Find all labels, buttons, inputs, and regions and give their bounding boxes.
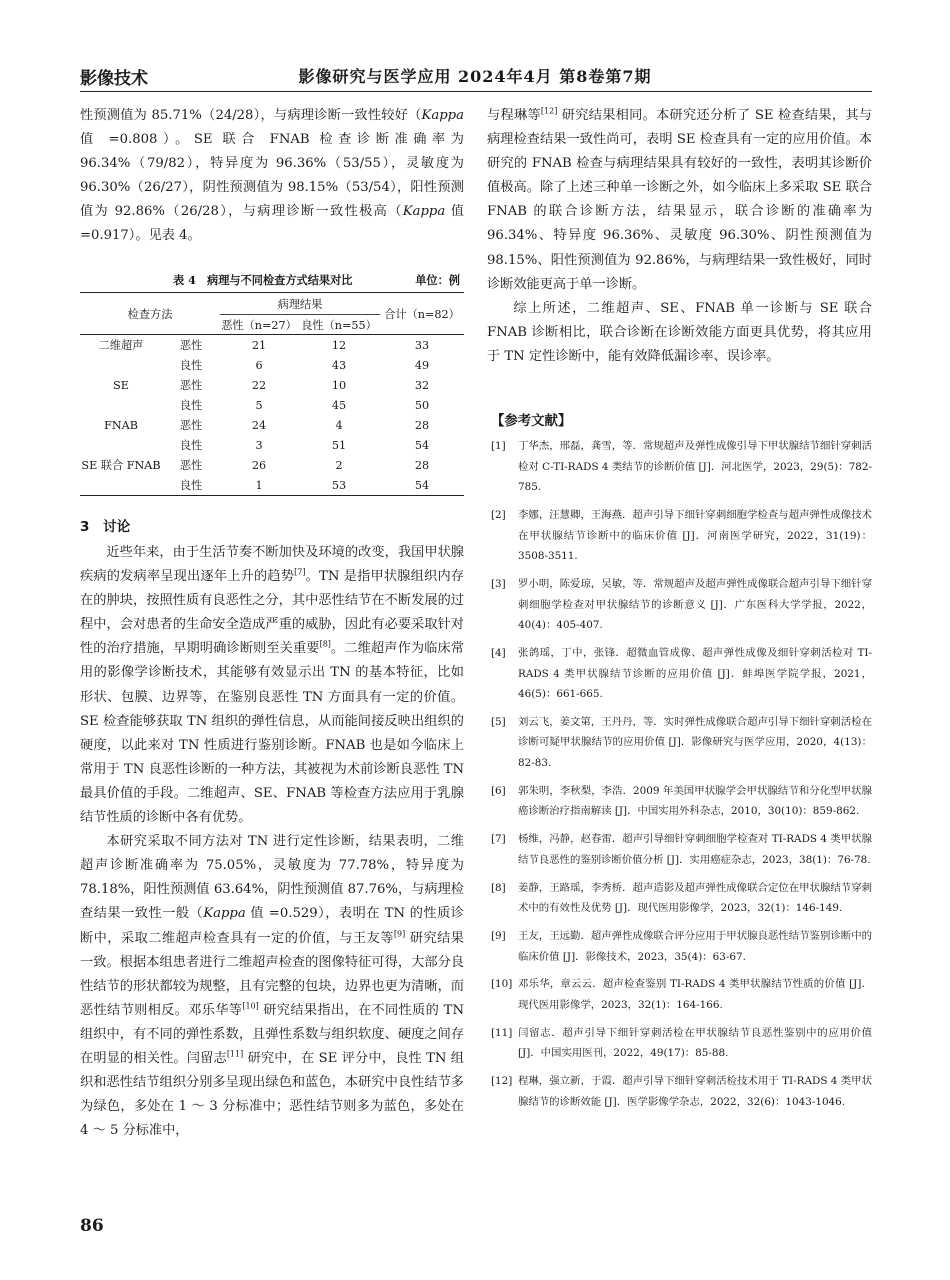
- reference-item: [491, 643, 872, 705]
- table-4: [80, 270, 464, 496]
- reference-number: [4]: [491, 646, 506, 659]
- reference-item: [491, 1023, 872, 1064]
- text-run: 。TN 是指甲状腺组织内存在的肿块，按照性质有良恶性之分，其中恶性结节在不断发展的过程中，会对患者的生命安全造成严重的威胁，因此有必要采取针对性的治疗措施，早期明确诊断则至关重要: [80, 569, 465, 657]
- right-column: [487, 104, 872, 369]
- total-cell: 33: [414, 338, 430, 352]
- discussion-paragraph-3: [487, 104, 872, 297]
- text-run: 值 =0.917）。见表 4。: [80, 204, 464, 244]
- result-cell: 恶性: [179, 379, 203, 392]
- citation-ref: [10]: [242, 1001, 259, 1011]
- text-run: 研究结果相同。本研究还分析了 SE 检查结果，其与病理检查结果一致性尚可，表明 SE 检查具有一定的应用价值。本研究的 FNAB 检查与病理结果具有较好的一致性，表明其诊断价值极高。除了上述三种单一诊断之外，如今临床上多采取 SE 联合 FNAB 的联合诊断方法，结果显示，联合诊断的准确率为 96.34%、特异度 96.36%、灵敏度 96.30%、阴性预测值为 98.15%、阳性预测值为 92.86%，与病理结果一致性极好，同时诊断效能更高于单一诊断。: [487, 108, 872, 292]
- col-header-pathology: 病理结果: [220, 293, 380, 315]
- reference-item: [491, 712, 872, 774]
- reference-number: [11]: [491, 1026, 513, 1039]
- citation-ref: [8]: [319, 639, 331, 649]
- discussion-paragraph-2: [80, 830, 464, 1143]
- text-run: 。二维超声作为临床常用的影像学诊断技术，其能够有效显示出 TN 的基本特征，比如形状、包膜、边界等，在鉴别良恶性 TN 方面具有一定的价值。SE 检查能够获取 TN 组织的弹性信息，从而能间接反映出组织的硬度，以此来对 TN 性质进行鉴别诊断。FNAB 也是如今临床上常用于 TN 良恶性诊断的一种方法，其被视为术前诊断良恶性 TN 最具价值的手段。二维超声、SE、FNAB 等检查方法应用于乳腺结节性质的诊断中各有优势。: [80, 641, 465, 826]
- header-section-label: 影像技术: [80, 69, 148, 89]
- results-paragraph: [80, 104, 464, 249]
- reference-item: [491, 1071, 872, 1112]
- reference-number: [10]: [491, 978, 513, 991]
- table-unit: 单位：例: [415, 273, 460, 287]
- page-number: 86: [80, 1216, 104, 1236]
- benign-count-cell: 2: [335, 458, 343, 472]
- reference-text: 丁华杰，邢磊，龚雪，等．常规超声及弹性成像引导下甲状腺结节细针穿刺活检对 C-TI-RADS 4 类结节的诊断价值 [J]．河北医学，2023，29(5)：782-785.: [518, 440, 872, 494]
- method-cell: [80, 395, 162, 415]
- header-journal-info: 影像研究与医学应用 2024年4月 第8卷第7期: [298, 67, 652, 86]
- references-list: [491, 436, 872, 1119]
- reference-item: [491, 926, 872, 967]
- text-run: 性预测值为 85.71%（24/28），与病理诊断一致性较好（: [80, 108, 422, 123]
- header-rule: [80, 91, 872, 92]
- malignant-count-cell: 22: [251, 378, 267, 392]
- table-row: [80, 415, 464, 435]
- reference-item: [491, 574, 872, 636]
- result-cell: 良性: [179, 399, 203, 412]
- table-row: [80, 455, 464, 475]
- total-cell: 28: [414, 458, 430, 472]
- malignant-count-cell: 5: [255, 398, 263, 412]
- result-cell: 良性: [179, 439, 203, 452]
- table-row: [80, 375, 464, 395]
- text-run: 近些年来，由于生活节奏不断加快及环境的改变，我国甲状腺疾病的发病率呈现出逐年上升的趋势: [80, 545, 464, 585]
- text-run: 研究结果一致。根据本组患者进行二维超声检查的图像特征可得，大部分良性结节的形状都较为规整，且有完整的包块，边界也更为清晰，而恶性结节则相反。邓乐华等: [80, 930, 464, 1018]
- text-run: 与程琳等: [487, 108, 541, 123]
- method-cell: [80, 435, 162, 455]
- reference-text: 王友，王远勤．超声弹性成像联合评分应用于甲状腺良恶性结节鉴别诊断中的临床价值 [J]．影像技术，2023，35(4)：63-67.: [518, 929, 872, 963]
- references-title: 【参考文献】: [491, 414, 572, 429]
- reference-number: [12]: [491, 1075, 513, 1088]
- malignant-count-cell: 1: [220, 475, 298, 496]
- discussion-paragraph-1: [80, 541, 464, 830]
- section-heading-discussion: 3 讨论: [80, 519, 131, 535]
- text-run: 值 =0.808）。SE 联合 FNAB 检查诊断准确率为 96.34%（79/82），特异度为 96.36%（53/55），灵敏度为 96.30%（26/27），阴性预测值为 98.15%（53/54），阳性预测值为 92.86%（26/28），与病理诊断一致性极高（: [80, 132, 464, 220]
- reference-text: 刘云飞，姜文第，王丹丹，等．实时弹性成像联合超声引导下细针穿刺活检在诊断可疑甲状腺结节的应用价值 [J]．影像研究与医学应用，2020，4(13)：82-83.: [518, 715, 872, 770]
- text-run: 研究结果指出，在不同性质的 TN 组织中，有不同的弹性系数，且弹性系数与组织软度、硬度之间存在明显的相关性。闫留志: [80, 1002, 465, 1066]
- citation-ref: [7]: [294, 567, 306, 577]
- table-title: 表 4 病理与不同检查方式结果对比: [173, 273, 353, 287]
- table-row: [80, 355, 464, 375]
- total-cell: 49: [414, 358, 430, 372]
- reference-text: 罗小明，陈爱琼，吴敏，等．常规超声及超声弹性成像联合超声引导下细针穿刺细胞学检查对甲状腺结节的诊断意义 [J]．广东医科大学学报，2022，40(4)：405-407.: [518, 577, 872, 632]
- reference-number: [9]: [491, 929, 506, 942]
- reference-text: 张鸽瑶，丁中，张锋．超微血管成像、超声弹性成像及细针穿刺活检对 TI-RADS 4 类甲状腺结节诊断的应用价值 [J]．蚌埠医学院学报，2021，46(5)：661-665.: [518, 646, 872, 701]
- reference-text: 杨维，冯静，赵春雷．超声引导细针穿刺细胞学检查对 TI-RADS 4 类甲状腺结节良恶性的鉴别诊断价值分析 [J]．实用癌症杂志，2023，38(1)：76-78.: [518, 833, 872, 866]
- reference-number: [5]: [491, 715, 506, 728]
- reference-item: [491, 436, 872, 498]
- reference-item: [491, 505, 872, 567]
- benign-count-cell: 51: [331, 438, 347, 452]
- result-cell: 良性: [179, 359, 203, 372]
- result-cell: 恶性: [179, 459, 203, 472]
- table-row: [80, 475, 464, 496]
- col-header-benign: 良性（n=55）: [298, 315, 380, 335]
- benign-count-cell: 45: [331, 398, 347, 412]
- total-cell: 54: [414, 438, 430, 452]
- malignant-count-cell: 21: [251, 338, 267, 352]
- method-cell: SE 联合 FNAB: [81, 459, 161, 472]
- text-run: 本研究采取不同方法对 TN 进行定性诊断，结果表明，二维超声诊断准确率为 75.05%，灵敏度为 77.78%，特异度为 78.18%，阳性预测值 63.64%，阴性预测值 87.76%，与病理检查结果一致性一般（: [80, 834, 464, 922]
- reference-number: [2]: [491, 508, 506, 521]
- reference-text: 闫留志．超声引导下细针穿刺活检在甲状腺结节良恶性鉴别中的应用价值 [J]．中国实用医刊，2022，49(17)：85-88.: [518, 1026, 872, 1060]
- method-cell: 二维超声: [98, 339, 144, 352]
- reference-item: [491, 878, 872, 919]
- total-cell: 54: [380, 475, 464, 496]
- reference-item: [491, 829, 872, 870]
- total-cell: 50: [414, 398, 430, 412]
- result-cell: 良性: [162, 475, 220, 496]
- reference-text: 程琳，强立新，于霞．超声引导下细针穿刺活检技术用于 TI-RADS 4 类甲状腺结节的诊断效能 [J]．医学影像学杂志，2022，32(6)：1043-1046.: [518, 1075, 872, 1108]
- benign-count-cell: 43: [331, 358, 347, 372]
- reference-number: [1]: [491, 440, 506, 452]
- citation-ref: [12]: [540, 106, 558, 116]
- reference-number: [8]: [491, 881, 506, 894]
- method-cell: FNAB: [104, 418, 138, 432]
- table-4-grid: [80, 292, 464, 496]
- col-header-method: 检查方法: [80, 293, 220, 335]
- reference-number: [6]: [491, 784, 506, 797]
- method-cell: [80, 355, 162, 375]
- kappa-term: Kappa: [421, 108, 464, 123]
- table-caption: [80, 270, 464, 292]
- reference-item: [491, 781, 872, 822]
- text-run: 值 =0.529），表明在 TN 的性质诊断中，采取二维超声检查具有一定的价值，与王友等: [80, 906, 464, 946]
- col-header-malignant: 恶性（n=27）: [220, 315, 298, 335]
- conclusion-paragraph: 综上所述，二维超声、SE、FNAB 单一诊断与 SE 联合 FNAB 诊断相比，联合诊断在诊断效能方面更具优势，将其应用于 TN 定性诊断中，能有效降低漏诊率、误诊率。: [487, 300, 872, 364]
- result-cell: 恶性: [179, 339, 203, 352]
- benign-count-cell: 12: [331, 338, 347, 352]
- malignant-count-cell: 26: [251, 458, 267, 472]
- table-row: [80, 435, 464, 455]
- reference-text: 李娜，汪慧卿，王海燕．超声引导下细针穿刺细胞学检查与超声弹性成像技术在甲状腺结节诊断中的临床价值 [J]．河南医学研究，2022，31(19)：3508-3511.: [518, 508, 872, 563]
- benign-count-cell: 4: [335, 418, 343, 432]
- kappa-term: Kappa: [203, 906, 246, 922]
- table-row: [80, 395, 464, 415]
- table-row: [80, 335, 464, 356]
- left-column-top: [80, 104, 464, 249]
- method-cell: [80, 475, 162, 496]
- result-cell: 恶性: [179, 419, 203, 432]
- text-run: 研究中，在 SE 评分中，良性 TN 组织和恶性结节组织分别多呈现出绿色和蓝色，本研究中良性结节多为绿色，多处在 1 ～ 3 分标准中；恶性结节则多为蓝色，多处在 4 ～ 5 分标准中，: [80, 1050, 464, 1139]
- reference-text: 郭朱明，李秋梨，李浩．2009 年美国甲状腺学会甲状腺结节和分化型甲状腺癌诊断治疗指南解读 [J]．中国实用外科杂志，2010，30(10)：859-862.: [518, 784, 872, 818]
- citation-ref: [11]: [226, 1049, 244, 1059]
- malignant-count-cell: 3: [255, 438, 263, 452]
- reference-number: [3]: [491, 577, 506, 590]
- reference-text: 姜静，王路瑶，李秀桥．超声造影及超声弹性成像联合定位在甲状腺结节穿刺术中的有效性及优势 [J]．现代医用影像学，2023，32(1)：146-149.: [518, 881, 872, 915]
- benign-count-cell: 53: [298, 475, 380, 496]
- kappa-term: Kappa: [402, 204, 446, 220]
- total-cell: 28: [414, 418, 430, 432]
- left-column-discussion: [80, 517, 464, 1143]
- malignant-count-cell: 24: [251, 418, 267, 432]
- citation-ref: [9]: [393, 929, 406, 939]
- reference-item: [491, 974, 872, 1015]
- total-cell: 32: [414, 378, 430, 392]
- reference-text: 邓乐华，章云云．超声检查鉴别 TI-RADS 4 类甲状腺结节性质的价值 [J]．现代医用影像学，2023，32(1)：164-166.: [518, 978, 872, 1011]
- reference-number: [7]: [491, 833, 506, 846]
- method-cell: SE: [113, 378, 129, 392]
- col-header-total: 合计（n=82）: [380, 293, 464, 335]
- malignant-count-cell: 6: [255, 358, 263, 372]
- benign-count-cell: 10: [331, 378, 347, 392]
